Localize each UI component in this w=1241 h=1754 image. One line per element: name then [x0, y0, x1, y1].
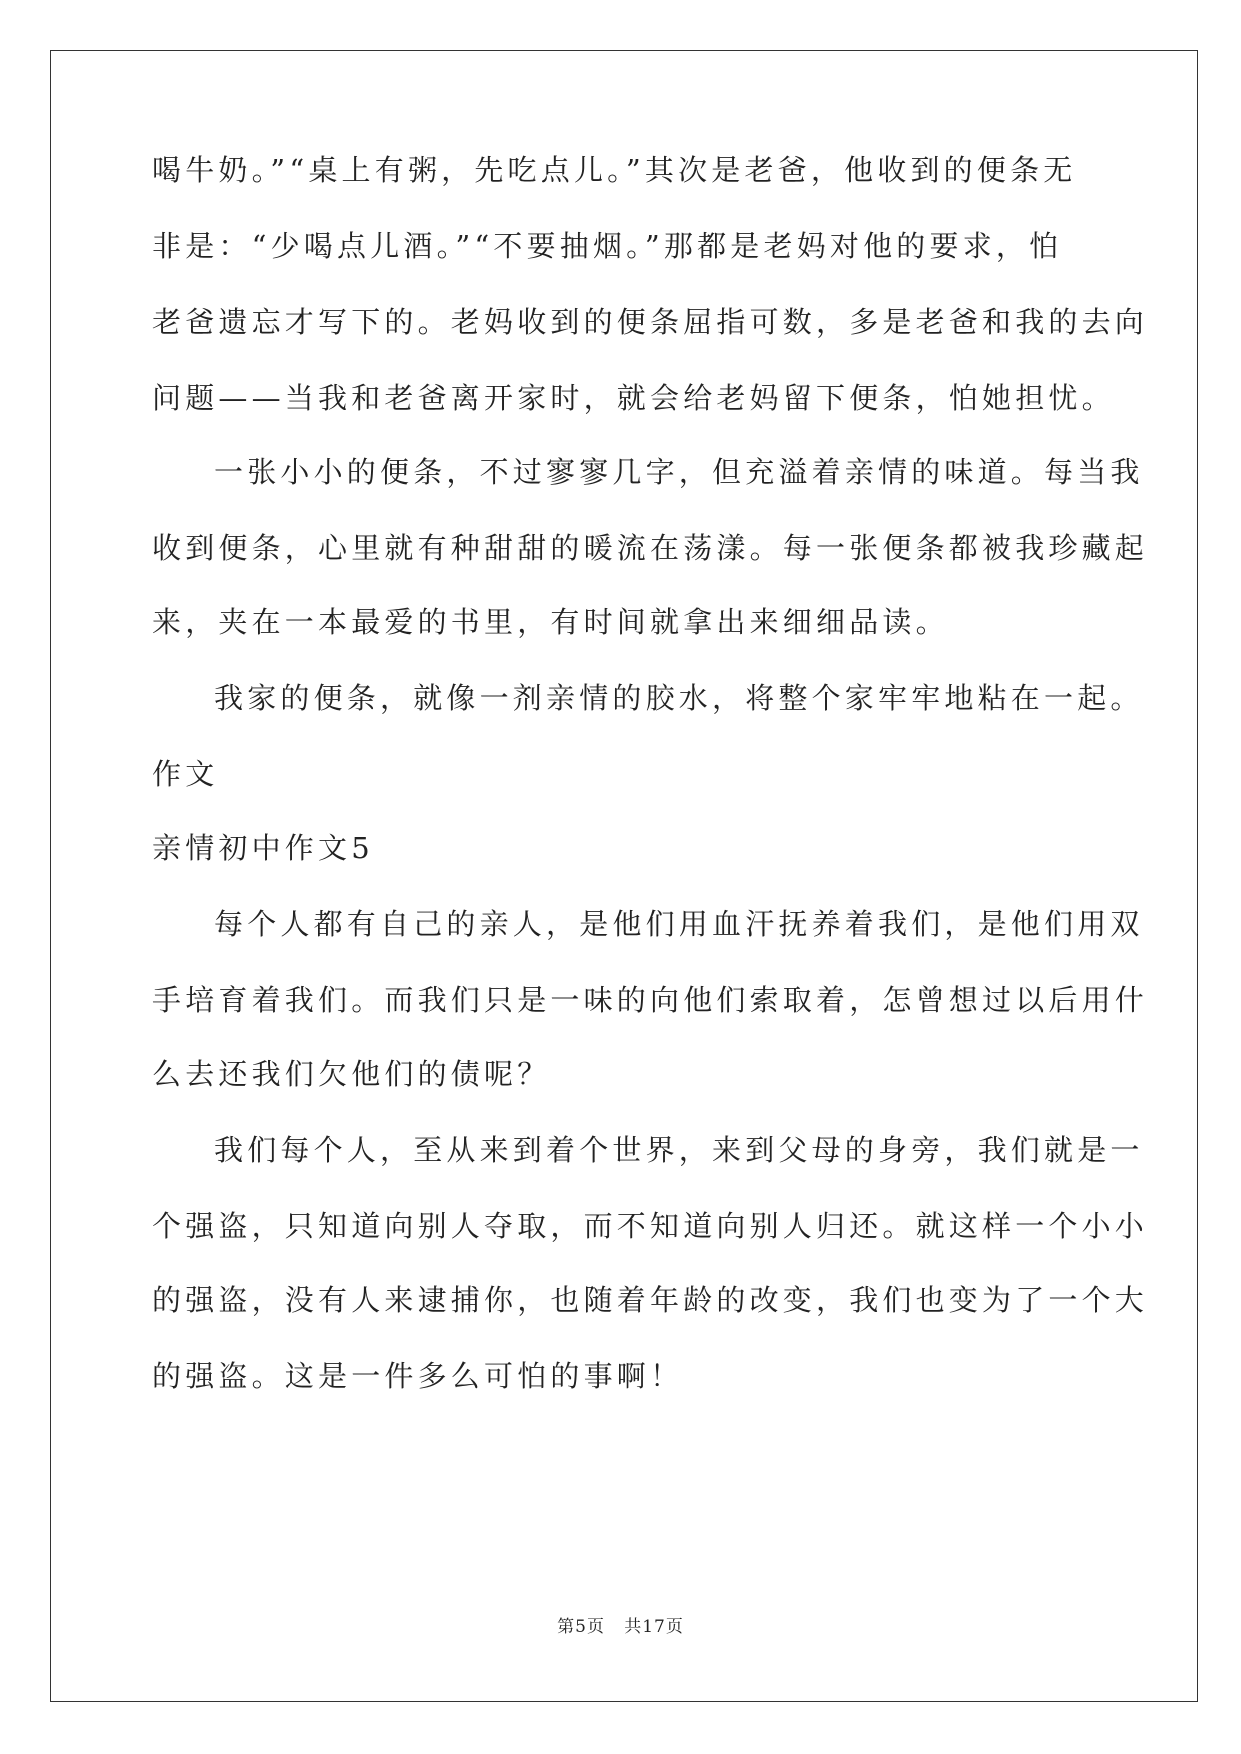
text-line: 问题——当我和老爸离开家时，就会给老妈留下便条，怕她担忧。: [152, 381, 1115, 415]
paragraph-start-line: 我家的便条，就像一剂亲情的胶水，将整个家牢牢地粘在一起。: [214, 681, 1144, 715]
text-line: 作文: [152, 757, 219, 791]
page-border: [50, 50, 1198, 1702]
section-title: 亲情初中作文5: [152, 831, 374, 865]
paragraph-start-line: 一张小小的便条，不过寥寥几字，但充溢着亲情的味道。每当我: [214, 455, 1144, 489]
text-line: 来，夹在一本最爱的书里，有时间就拿出来细细品读。: [152, 605, 949, 639]
page-number: 第5页: [557, 1617, 605, 1637]
text-line: 么去还我们欠他们的债呢？: [152, 1057, 551, 1091]
text-line: 个强盗，只知道向别人夺取，而不知道向别人归还。就这样一个小小: [152, 1209, 1149, 1243]
page-total: 共17页: [624, 1617, 684, 1637]
text-line: 的强盗，没有人来逮捕你，也随着年龄的改变，我们也变为了一个大: [152, 1283, 1149, 1317]
text-line: 收到便条，心里就有种甜甜的暖流在荡漾。每一张便条都被我珍藏起: [152, 531, 1149, 565]
text-line: 手培育着我们。而我们只是一味的向他们索取着，怎曾想过以后用什: [152, 983, 1149, 1017]
text-line: 的强盗。这是一件多么可怕的事啊！: [152, 1359, 684, 1393]
text-line: 老爸遗忘才写下的。老妈收到的便条屈指可数，多是老爸和我的去向: [152, 305, 1149, 339]
paragraph-start-line: 我们每个人，至从来到着个世界，来到父母的身旁，我们就是一: [214, 1133, 1144, 1167]
paragraph-start-line: 每个人都有自己的亲人，是他们用血汗抚养着我们，是他们用双: [214, 907, 1144, 941]
text-line: 喝牛奶。”“桌上有粥，先吃点儿。”其次是老爸，他收到的便条无: [152, 153, 1077, 187]
page-footer: [0, 1612, 1241, 1637]
text-line: 非是：“少喝点儿酒。”“不要抽烟。”那都是老妈对他的要求，怕: [152, 229, 1063, 263]
